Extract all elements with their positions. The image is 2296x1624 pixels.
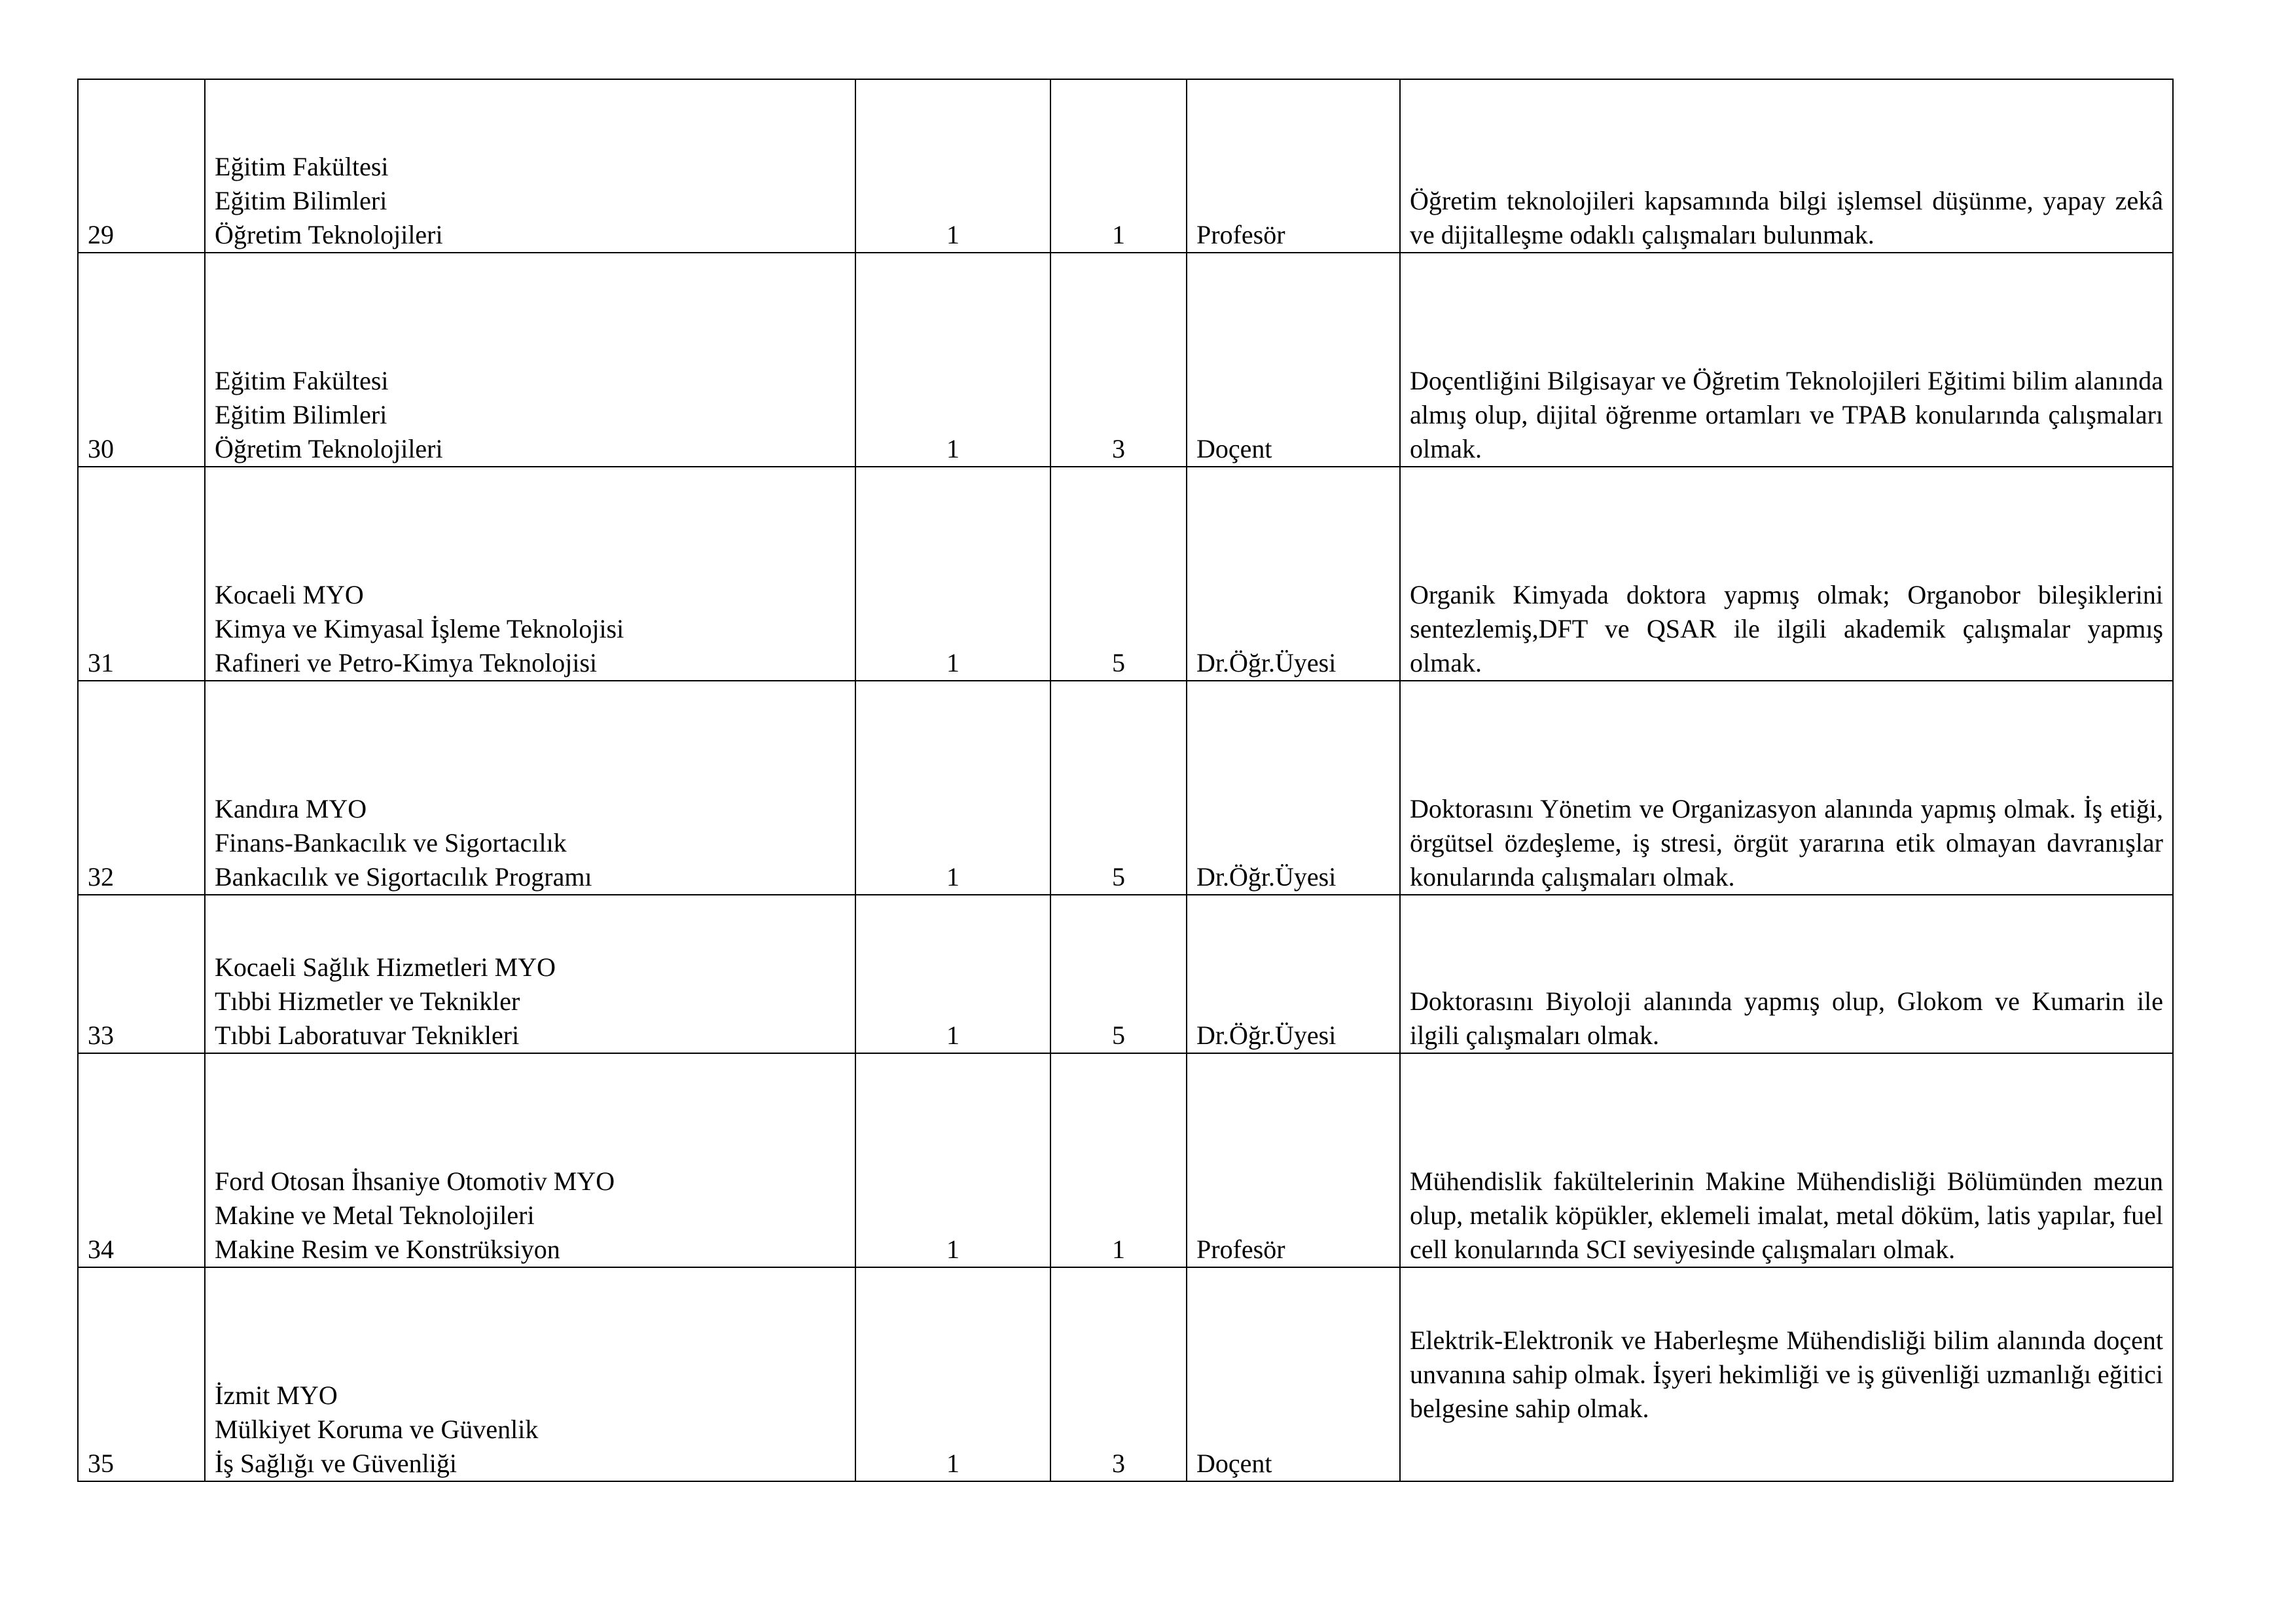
- department-name: Makine ve Metal Teknolojileri: [215, 1200, 535, 1230]
- position-degree: 3: [1050, 253, 1187, 467]
- requirements-cell: [1400, 1267, 2173, 1481]
- unit-cell: [205, 895, 855, 1053]
- program-name: Öğretim Teknolojileri: [215, 434, 443, 463]
- requirement-text: Öğretim teknolojileri kapsamında bilgi işlemsel düşünme, yapay zekâ ve dijitalleşme odaklı çalışmaları bulunmak.: [1410, 186, 2163, 249]
- department-name: Tıbbi Hizmetler ve Teknikler: [215, 986, 520, 1016]
- faculty-name: Kocaeli Sağlık Hizmetleri MYO: [215, 952, 556, 982]
- table-row: [78, 253, 2173, 467]
- table-row: [78, 467, 2173, 681]
- academic-title: Profesör: [1187, 79, 1400, 253]
- table-row: [78, 1053, 2173, 1267]
- row-number: 31: [78, 467, 205, 681]
- table-row: [78, 895, 2173, 1053]
- position-degree: 5: [1050, 895, 1187, 1053]
- position-degree: 1: [1050, 1053, 1187, 1267]
- position-count: 1: [855, 681, 1050, 895]
- row-number: 30: [78, 253, 205, 467]
- program-name: Rafineri ve Petro-Kimya Teknolojisi: [215, 648, 598, 677]
- unit-cell: [205, 79, 855, 253]
- department-name: Finans-Bankacılık ve Sigortacılık: [215, 828, 567, 857]
- program-name: Makine Resim ve Konstrüksiyon: [215, 1235, 560, 1264]
- academic-title: Dr.Öğr.Üyesi: [1187, 895, 1400, 1053]
- department-name: Mülkiyet Koruma ve Güvenlik: [215, 1415, 539, 1444]
- position-count: 1: [855, 467, 1050, 681]
- row-number: 33: [78, 895, 205, 1053]
- faculty-name: Eğitim Fakültesi: [215, 366, 389, 395]
- program-name: Tıbbi Laboratuvar Teknikleri: [215, 1020, 520, 1050]
- requirements-cell: [1400, 467, 2173, 681]
- academic-title: Doçent: [1187, 1267, 1400, 1481]
- program-name: Öğretim Teknolojileri: [215, 220, 443, 249]
- department-name: Kimya ve Kimyasal İşleme Teknolojisi: [215, 614, 624, 643]
- unit-cell: [205, 681, 855, 895]
- faculty-name: Kandıra MYO: [215, 794, 367, 823]
- requirement-text: Organik Kimyada doktora yapmış olmak; Organobor bileşiklerini sentezlemiş,DFT ve QSAR ile ilgili akademik çalışmalar yapmış olmak.: [1410, 580, 2163, 677]
- program-name: Bankacılık ve Sigortacılık Programı: [215, 862, 592, 892]
- requirements-cell: [1400, 681, 2173, 895]
- position-degree: 5: [1050, 681, 1187, 895]
- row-number: 32: [78, 681, 205, 895]
- academic-title: Dr.Öğr.Üyesi: [1187, 681, 1400, 895]
- unit-cell: [205, 1267, 855, 1481]
- table-row: [78, 1267, 2173, 1481]
- unit-cell: [205, 467, 855, 681]
- requirements-cell: [1400, 1053, 2173, 1267]
- row-number: 34: [78, 1053, 205, 1267]
- requirements-cell: [1400, 895, 2173, 1053]
- requirement-text: Doktorasını Yönetim ve Organizasyon alanında yapmış olmak. İş etiği, örgütsel özdeşleme, iş stresi, örgüt yararına etik olmayan davranışlar konularında çalışmaları olmak.: [1410, 794, 2163, 892]
- table-row: [78, 681, 2173, 895]
- faculty-name: Ford Otosan İhsaniye Otomotiv MYO: [215, 1166, 615, 1196]
- faculty-name: Kocaeli MYO: [215, 580, 364, 609]
- unit-cell: [205, 253, 855, 467]
- academic-title: Profesör: [1187, 1053, 1400, 1267]
- position-count: 1: [855, 1053, 1050, 1267]
- position-degree: 1: [1050, 79, 1187, 253]
- requirements-cell: [1400, 79, 2173, 253]
- department-name: Eğitim Bilimleri: [215, 400, 387, 429]
- faculty-name: Eğitim Fakültesi: [215, 152, 389, 181]
- position-count: 1: [855, 895, 1050, 1053]
- department-name: Eğitim Bilimleri: [215, 186, 387, 215]
- position-count: 1: [855, 1267, 1050, 1481]
- unit-cell: [205, 1053, 855, 1267]
- position-count: 1: [855, 79, 1050, 253]
- position-degree: 3: [1050, 1267, 1187, 1481]
- position-degree: 5: [1050, 467, 1187, 681]
- requirement-text: Mühendislik fakültelerinin Makine Mühendisliği Bölümünden mezun olup, metalik köpükler, eklemeli imalat, metal döküm, latis yapılar, fuel cell konularında SCI seviyesinde çalışmaları olmak.: [1410, 1166, 2163, 1264]
- row-number: 29: [78, 79, 205, 253]
- academic-title: Doçent: [1187, 253, 1400, 467]
- academic-title: Dr.Öğr.Üyesi: [1187, 467, 1400, 681]
- table-row: [78, 79, 2173, 253]
- staff-positions-table: [77, 79, 2174, 1482]
- requirement-text: Doçentliğini Bilgisayar ve Öğretim Teknolojileri Eğitimi bilim alanında almış olup, dijital öğrenme ortamları ve TPAB konularında çalışmaları olmak.: [1410, 366, 2163, 463]
- program-name: İş Sağlığı ve Güvenliği: [215, 1449, 457, 1478]
- requirements-cell: [1400, 253, 2173, 467]
- row-number: 35: [78, 1267, 205, 1481]
- position-count: 1: [855, 253, 1050, 467]
- requirement-text: Elektrik-Elektronik ve Haberleşme Mühendisliği bilim alanında doçent unvanına sahip olmak. İşyeri hekimliği ve iş güvenliği uzmanlığı eğitici belgesine sahip olmak.: [1410, 1325, 2163, 1423]
- requirement-text: Doktorasını Biyoloji alanında yapmış olup, Glokom ve Kumarin ile ilgili çalışmaları olmak.: [1410, 986, 2163, 1050]
- faculty-name: İzmit MYO: [215, 1380, 338, 1410]
